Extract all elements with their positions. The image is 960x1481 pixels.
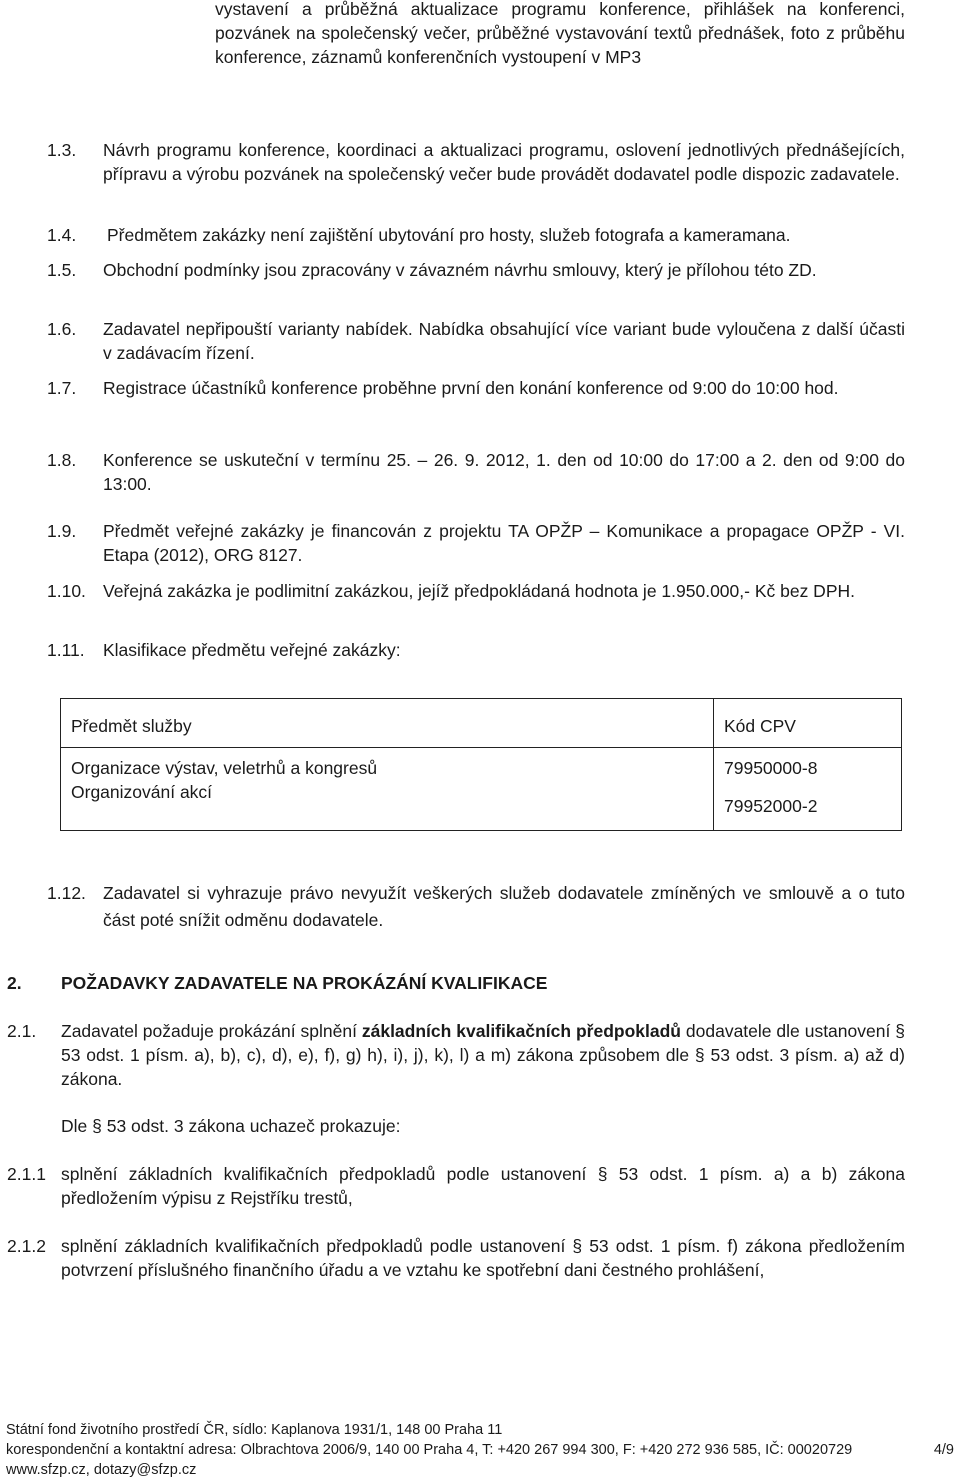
paragraph-text: splnění základních kvalifikačních předpokladů podle ustanovení § 53 odst. 1 písm. a) a b) zákona předložením výpisu z Rejstříku trestů, bbox=[61, 1164, 905, 1208]
table-cell-service: Organizace výstav, veletrhů a kongresů bbox=[71, 758, 378, 778]
table-header-cell: Předmět služby bbox=[61, 699, 714, 748]
item-1-11 bbox=[47, 638, 905, 662]
paragraph-2-1-1 bbox=[7, 1162, 905, 1210]
item-number: 1.3. bbox=[47, 140, 77, 160]
item-number: 1.11. bbox=[47, 640, 85, 660]
item-1-7 bbox=[47, 376, 905, 400]
item-number: 1.5. bbox=[47, 260, 77, 280]
paragraph-number: 2.1. bbox=[7, 1021, 37, 1041]
item-1-6 bbox=[47, 317, 905, 365]
item-1-8 bbox=[47, 448, 905, 496]
item-text: Veřejná zakázka je podlimitní zakázkou, jejíž předpokládaná hodnota je 1.950.000,- Kč bez DPH. bbox=[103, 581, 855, 601]
table-cell-code: 79952000-2 bbox=[714, 780, 902, 831]
footer-web: www.sfzp.cz, dotazy@sfzp.cz bbox=[6, 1462, 197, 1478]
item-number: 1.8. bbox=[47, 450, 77, 470]
item-text: Zadavatel nepřipouští varianty nabídek. Nabídka obsahující více variant bude vyloučena z další účasti v zadávacím řízení. bbox=[103, 319, 905, 363]
paragraph-text: splnění základních kvalifikačních předpokladů podle ustanovení § 53 odst. 1 písm. f) zákona předložením potvrzení příslušného finančního úřadu a ve vztahu ke spotřební dani čestného prohlášení, bbox=[61, 1236, 905, 1280]
item-text: Předmět veřejné zakázky je financován z projektu TA OPŽP – Komunikace a propagace OPŽP - VI. Etapa (2012), ORG 8127. bbox=[103, 521, 905, 565]
footer-contact: korespondenční a kontaktní adresa: Olbrachtova 2006/9, 140 00 Praha 4, T: +420 267 994 300, F: +420 272 936 585, IČ: 00020729 bbox=[6, 1442, 853, 1458]
item-1-3 bbox=[47, 138, 905, 186]
item-1-10 bbox=[47, 579, 905, 603]
paragraph-2-1-2 bbox=[7, 1234, 905, 1282]
item-text: Klasifikace předmětu veřejné zakázky: bbox=[103, 640, 401, 660]
item-number: 1.12. bbox=[47, 883, 86, 903]
cpv-table bbox=[60, 698, 902, 831]
item-number: 1.7. bbox=[47, 378, 77, 398]
paragraph-2-1-intro bbox=[7, 1114, 905, 1138]
paragraph-number: 2.1.1 bbox=[7, 1164, 46, 1184]
item-1-5 bbox=[47, 258, 905, 282]
paragraph-text: Dle § 53 odst. 3 zákona uchazeč prokazuje: bbox=[61, 1116, 401, 1136]
section-number: 2. bbox=[7, 973, 22, 993]
item-1-12 bbox=[47, 880, 905, 934]
section-title: POŽADAVKY ZADAVATELE NA PROKÁZÁNÍ KVALIFIKACE bbox=[61, 973, 548, 993]
table-row bbox=[61, 780, 902, 831]
item-text: Návrh programu konference, koordinaci a aktualizaci programu, oslovení jednotlivých přednášejících, přípravu a výrobu pozvánek na společenský večer bude provádět dodavatel podle dispozic zadavatele. bbox=[103, 140, 905, 184]
item-text: Předmětem zakázky není zajištění ubytování pro hosty, služeb fotografa a kameramana. bbox=[107, 225, 791, 245]
section-2-heading bbox=[7, 971, 905, 995]
item-text: Zadavatel si vyhrazuje právo nevyužít veškerých služeb dodavatele zmíněných ve smlouvě a o tuto část poté snížit odměnu dodavatele. bbox=[103, 883, 905, 930]
item-1-4 bbox=[47, 223, 905, 247]
paragraph-text bbox=[61, 1019, 905, 1091]
item-1-9 bbox=[47, 519, 905, 567]
item-number: 1.9. bbox=[47, 521, 77, 541]
item-text: Obchodní podmínky jsou zpracovány v závazném návrhu smlouvy, který je přílohou této ZD. bbox=[103, 260, 817, 280]
text-run: dodavatele dle ustanovení § 53 odst. 1 písm. a), b), c), d), e), f), g) h), i), j), k), l) a m) zákona způsobem dle § 53 odst. 3 písm. a) až d) zákona. bbox=[61, 1021, 905, 1089]
table-header-row bbox=[61, 699, 902, 748]
item-number: 1.4. bbox=[47, 225, 77, 245]
intro-paragraph: vystavení a průběžná aktualizace programu konference, přihlášek na konferenci, pozvánek na společenský večer, průběžné vystavování textů přednášek, foto z průběhu konference, záznamů konferenčních vystoupení v MP3 bbox=[215, 0, 905, 67]
table-row bbox=[61, 748, 902, 781]
item-text: Konference se uskuteční v termínu 25. – 26. 9. 2012, 1. den od 10:00 do 17:00 a 2. den od 9:00 do 13:00. bbox=[103, 450, 905, 494]
bold-run: základních kvalifikačních předpokladů bbox=[361, 1021, 681, 1041]
item-number: 1.6. bbox=[47, 319, 77, 339]
item-text: Registrace účastníků konference proběhne první den konání konference od 9:00 do 10:00 hod. bbox=[103, 378, 839, 398]
table-cell-code: 79950000-8 bbox=[714, 748, 902, 781]
paragraph-2-1 bbox=[7, 1019, 905, 1091]
item-number: 1.10. bbox=[47, 581, 86, 601]
page-footer bbox=[6, 1420, 956, 1480]
table-cell-service: Organizování akcí bbox=[71, 782, 213, 802]
page-number: 4/9 bbox=[933, 1442, 954, 1458]
text-run: Zadavatel požaduje prokázání splnění bbox=[61, 1021, 362, 1041]
table-header-cell: Kód CPV bbox=[714, 699, 902, 748]
footer-address: Státní fond životního prostředí ČR, sídlo: Kaplanova 1931/1, 148 00 Praha 11 bbox=[6, 1422, 503, 1438]
paragraph-number: 2.1.2 bbox=[7, 1236, 46, 1256]
